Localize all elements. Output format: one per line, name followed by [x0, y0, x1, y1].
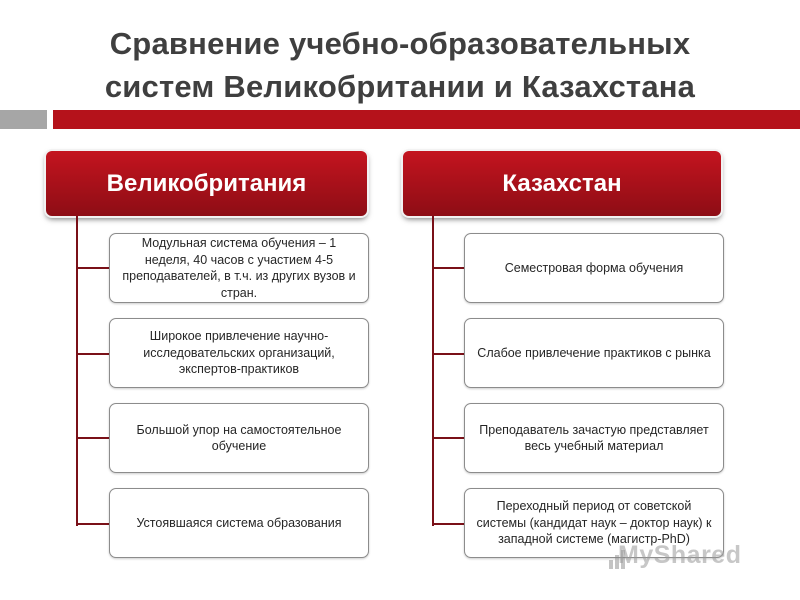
page-title-line-1: Сравнение учебно-образовательных: [109, 26, 691, 61]
watermark: MyShared: [618, 541, 742, 569]
uk-connector-3: [76, 437, 109, 439]
uk-header: Великобритания: [46, 151, 367, 216]
uk-connector-4: [76, 523, 109, 525]
kz-connector-3: [432, 437, 464, 439]
kz-item-1: Семестровая форма обучения: [464, 233, 724, 303]
kz-item-4: Переходный период от советской системы (кандидат наук – доктор наук) к западной системе (магистр-PhD): [464, 488, 724, 558]
title-divider-grey: [0, 110, 47, 129]
uk-item-3: Большой упор на самостоятельное обучение: [109, 403, 369, 473]
uk-item-2: Широкое привлечение научно-исследовательских организаций, экспертов-практиков: [109, 318, 369, 388]
kz-header: Казахстан: [403, 151, 721, 216]
kz-connector-4: [432, 523, 464, 525]
page-title: [0, 22, 800, 108]
title-divider-red: [53, 110, 800, 129]
uk-connector-vertical: [76, 216, 78, 526]
kz-connector-2: [432, 353, 464, 355]
kz-item-3: Преподаватель зачастую представляет весь учебный материал: [464, 403, 724, 473]
uk-item-4: Устоявшаяся система образования: [109, 488, 369, 558]
uk-connector-1: [76, 267, 109, 269]
page-title-line-2: систем Великобритании и Казахстана: [104, 69, 696, 104]
kz-item-2: Слабое привлечение практиков с рынка: [464, 318, 724, 388]
uk-item-1: Модульная система обучения – 1 неделя, 40 часов с участием 4-5 преподавателей, в т.ч. из других вузов и стран.: [109, 233, 369, 303]
uk-connector-2: [76, 353, 109, 355]
kz-connector-vertical: [432, 216, 434, 526]
kz-connector-1: [432, 267, 464, 269]
